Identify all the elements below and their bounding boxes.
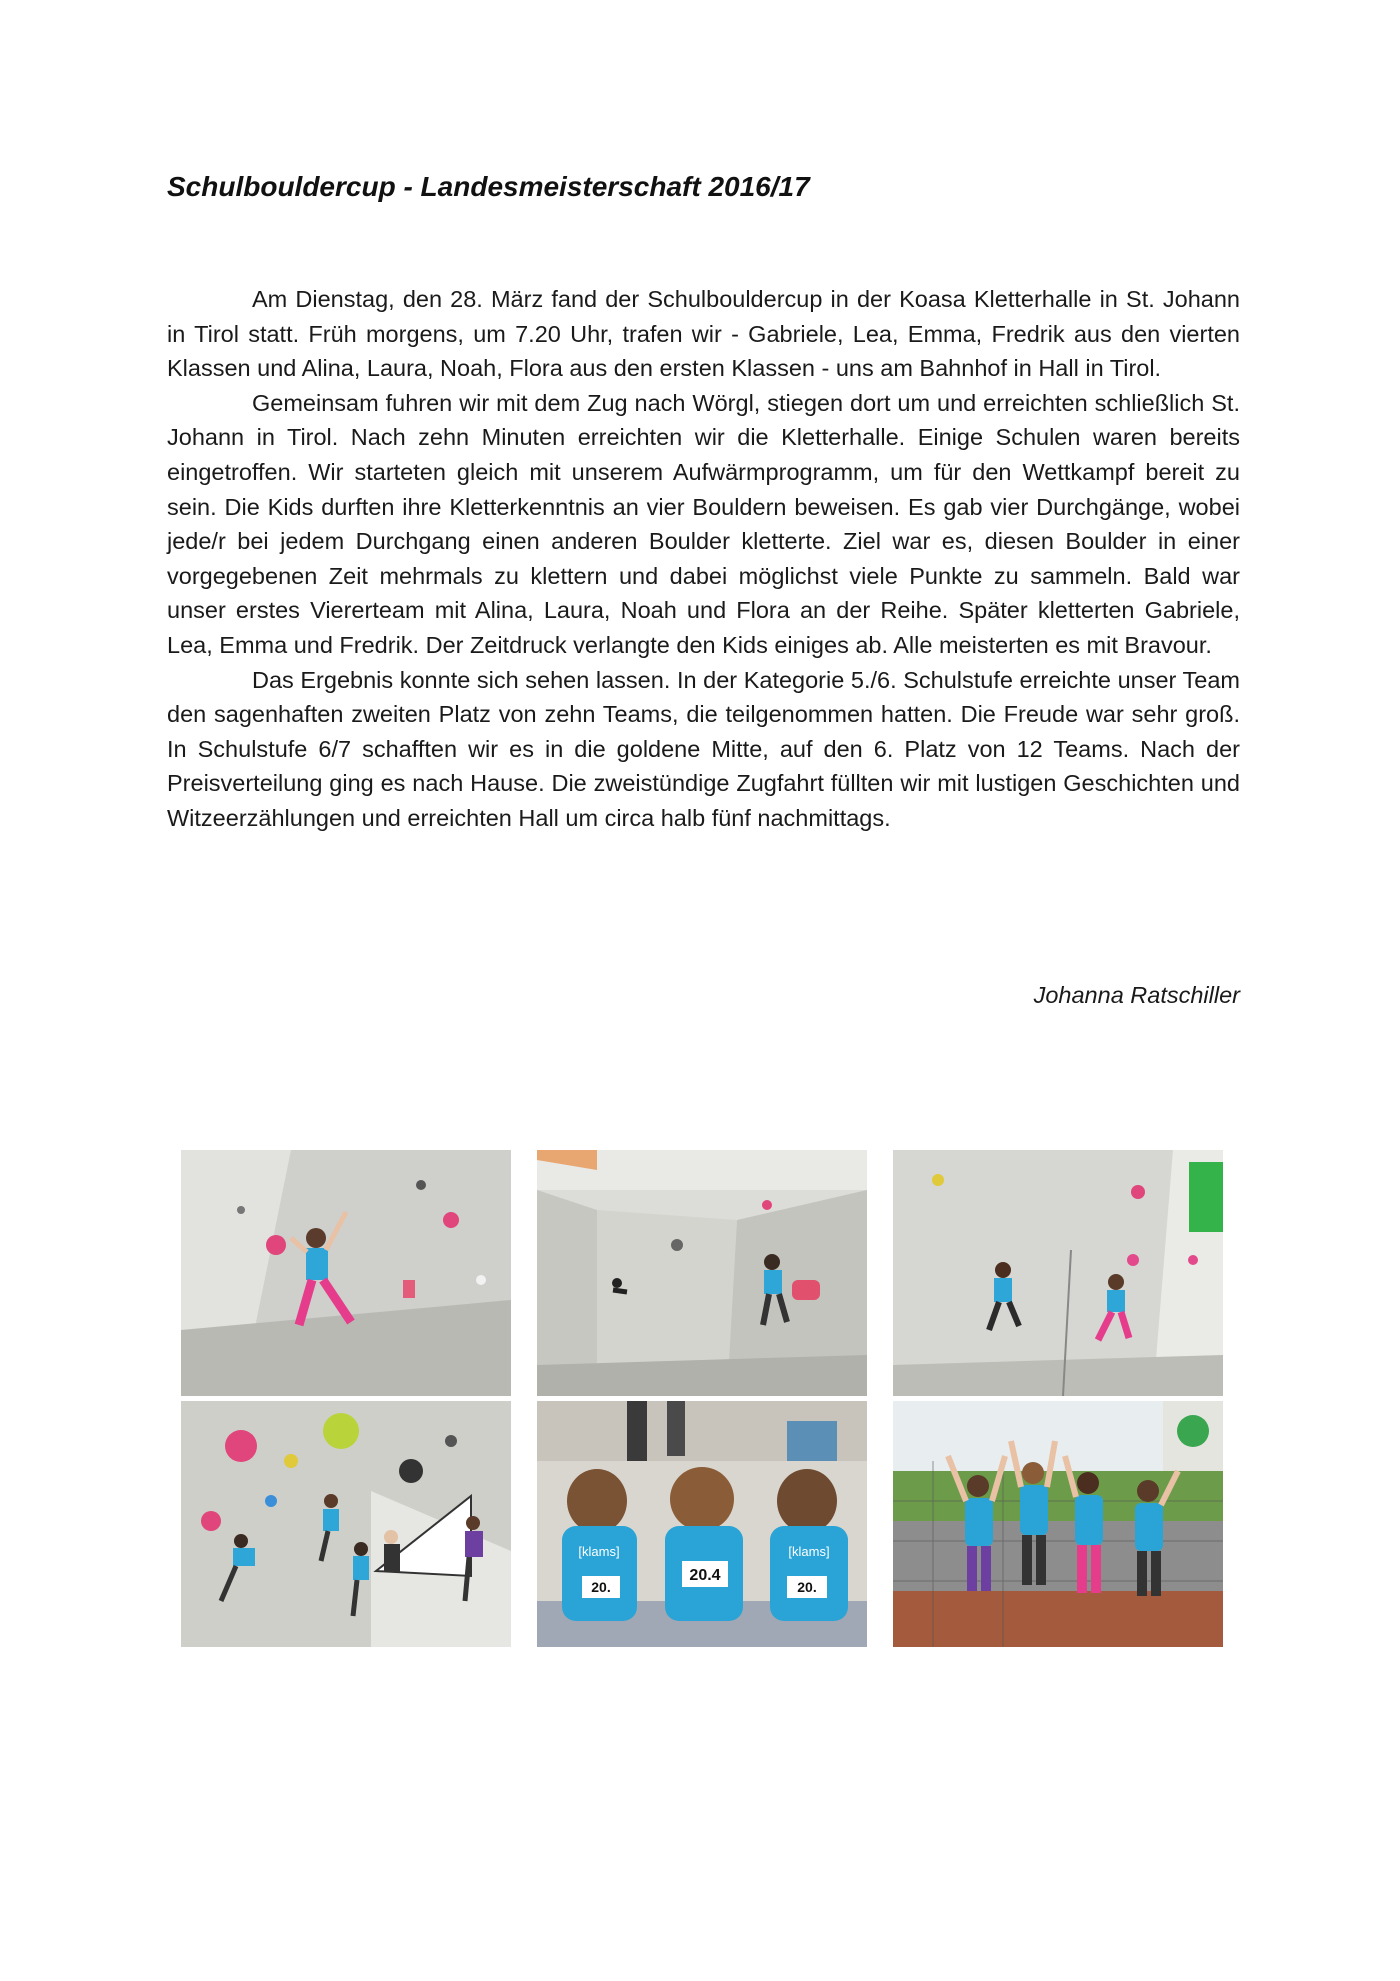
shirt-text-1: [klams] (578, 1544, 620, 1559)
photo-bouldering-hall (537, 1150, 867, 1396)
paragraph-3: Das Ergebnis konnte sich sehen lassen. In der Kategorie 5./6. Schulstufe erreichte unser Team den sagenhaften zweiten Platz von zehn Teams, die teilgenommen hatten. Die Freude war sehr groß. In Schulstufe 6/7 schafften wir es in die goldene Mitte, auf den 6. Platz von 12 Teams. Nach der Preisverteilung ging es nach Hause. Die zweistündige Zugfahrt füllten wir mit lustigen Geschichten und Witzeerzählungen und erreichten Hall um circa halb fünf nachmittags. (167, 666, 1240, 831)
author-signature: Johanna Ratschiller (1033, 982, 1240, 1008)
photo-group-cheering (893, 1401, 1223, 1647)
bib-number-1: 20. (591, 1579, 611, 1595)
photo-overhang-climbers (181, 1401, 511, 1647)
shirt-text-3: [klams] (788, 1544, 830, 1559)
paragraph-1: Am Dienstag, den 28. März fand der Schulbouldercup in der Koasa Kletterhalle in St. Johann in Tirol statt. Früh morgens, um 7.20 Uhr, trafen wir - Gabriele, Lea, Emma, Fredrik aus den vierten Klassen und Alina, Laura, Noah, Flora aus den ersten Klassen - uns am Bahnhof in Hall in Tirol. (167, 286, 1240, 382)
photo-kids-bibs (537, 1401, 867, 1647)
article-body (167, 282, 1240, 836)
bib-number-3: 20. (797, 1579, 817, 1595)
photo-climber-pink-holds (181, 1150, 511, 1396)
paragraph-2: Gemeinsam fuhren wir mit dem Zug nach Wörgl, stiegen dort um und erreichten schließlich St. Johann in Tirol. Nach zehn Minuten erreichten wir die Kletterhalle. Einige Schulen waren bereits eingetroffen. Wir starteten gleich mit unserem Aufwärmprogramm, um für den Wettkampf bereit zu sein. Die Kids durften ihre Kletterkenntnis an vier Bouldern beweisen. Es gab vier Durchgänge, wobei jede/r bei jedem Durchgang einen anderen Boulder kletterte. Ziel war es, diesen Boulder in einer vorgegebenen Zeit mehrmals zu klettern und dabei möglichst viele Punkte zu sammeln. Bald war unser erstes Viererteam mit Alina, Laura, Noah und Flora an der Reihe. Später kletterten Gabriele, Lea, Emma und Fredrik. Der Zeitdruck verlangte den Kids einiges ab. Alle meisterten es mit Bravour. (167, 389, 1240, 658)
article-title: Schulbouldercup - Landesmeisterschaft 2016/17 (167, 171, 810, 202)
photo-two-climbers (893, 1150, 1223, 1396)
bib-number-2: 20.4 (689, 1567, 721, 1584)
